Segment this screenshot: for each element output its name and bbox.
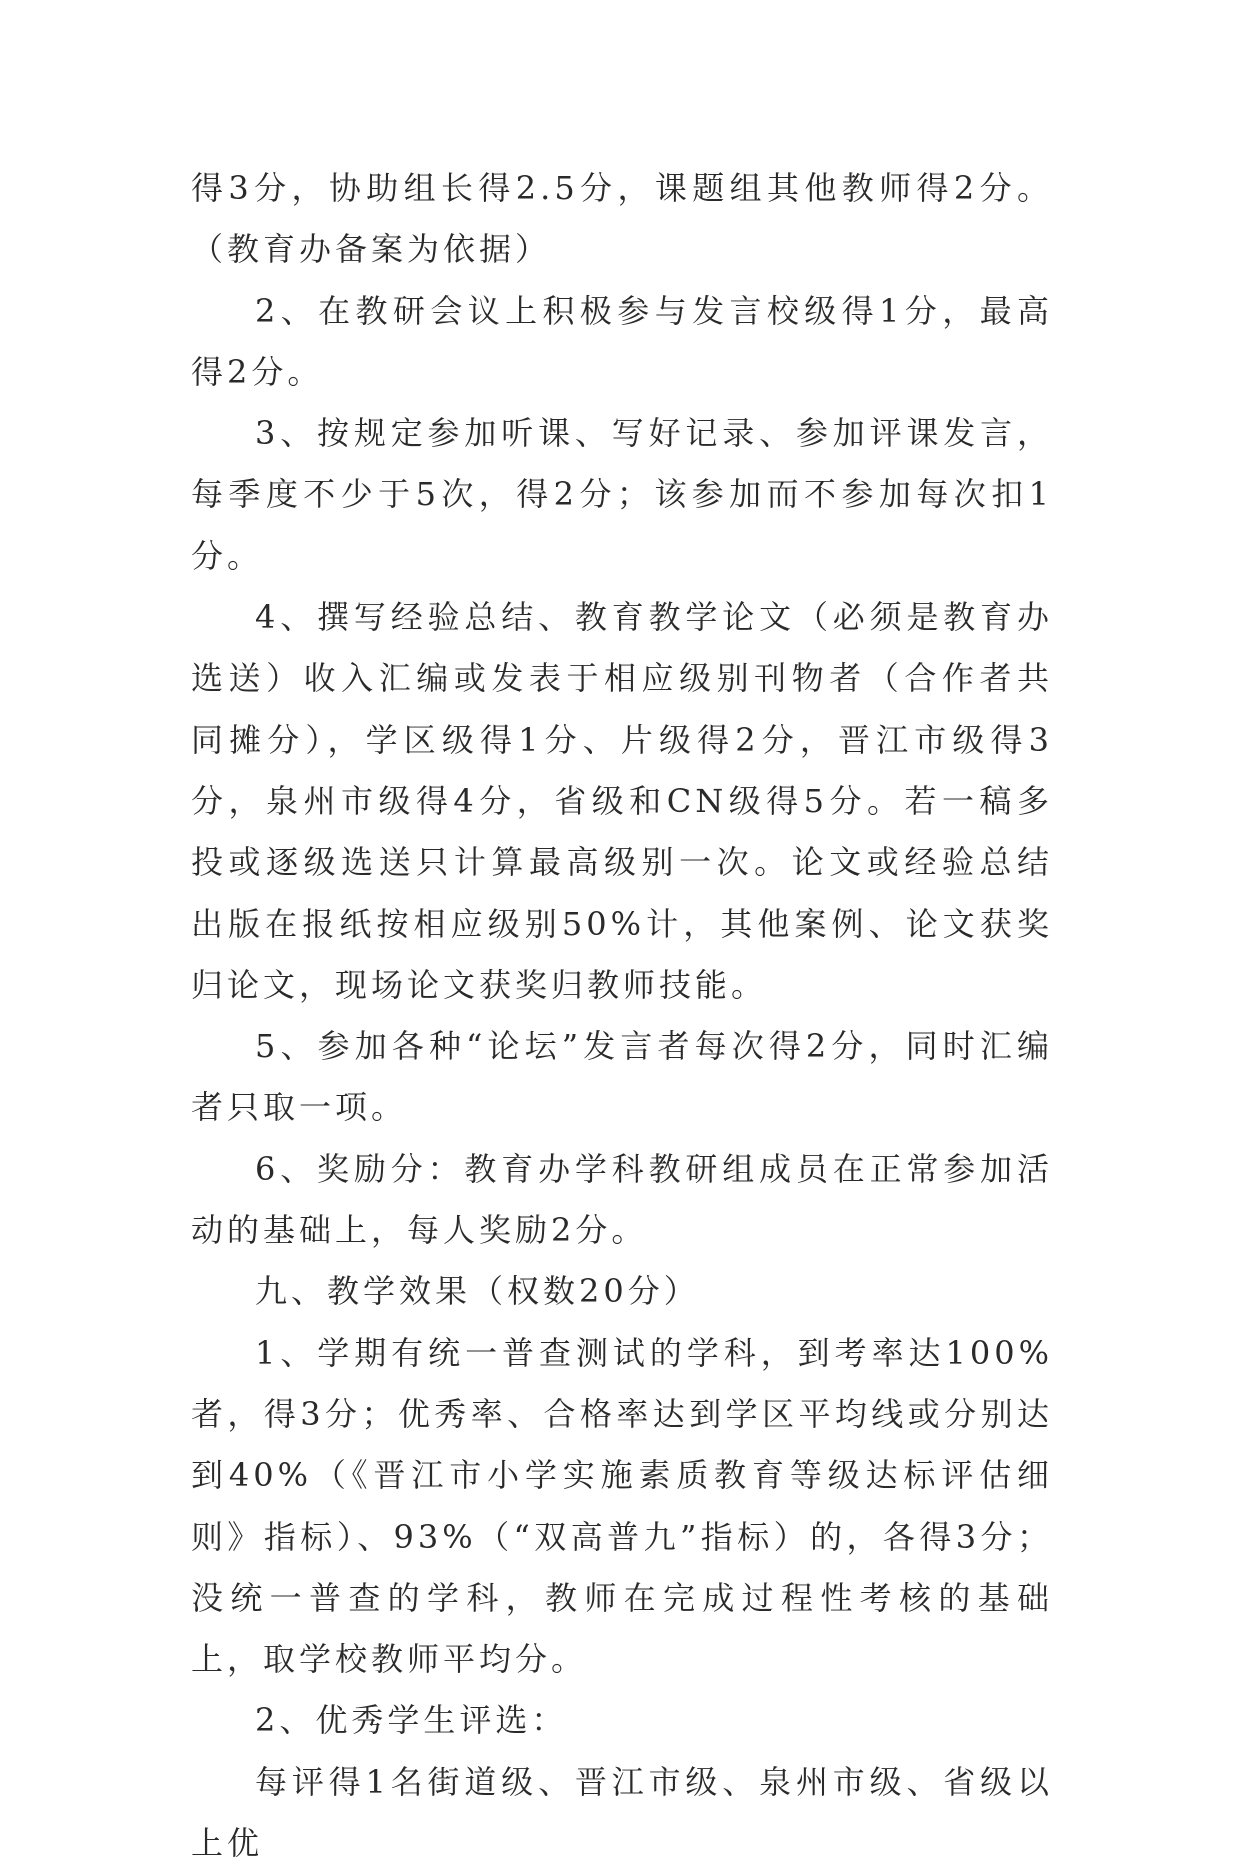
paragraph-7: 1、学期有统一普查测试的学科，到考率达100%者，得3分；优秀率、合格率达到学区平均线或分别达到40%（《晋江市小学实施素质教育等级达标评估细则》指标）、93%（“双高普九”指标）的，各得3分；没统一普查的学科，教师在完成过程性考核的基础上，取学校教师平均分。 [191, 1333, 1053, 1679]
paragraph-1: 得3分，协助组长得2.5分，课题组其他教师得2分。（教育办备案为依据） [191, 169, 1053, 269]
paragraph-2: 2、在教研会议上积极参与发言校级得1分，最高得2分。 [191, 291, 1053, 391]
paragraph-8: 2、优秀学生评选： [255, 1701, 568, 1740]
section-heading-teaching-effect: 九、教学效果（权数20分） [255, 1272, 700, 1311]
paragraph-6: 6、奖励分：教育办学科教研组成员在正常参加活动的基础上，每人奖励2分。 [191, 1149, 1053, 1250]
document-body [191, 158, 1053, 1874]
paragraph-9: 每评得1名街道级、晋江市级、泉州市级、省级以上优 [191, 1762, 1053, 1863]
paragraph-5: 5、参加各种“论坛”发言者每次得2分，同时汇编者只取一项。 [191, 1027, 1053, 1127]
paragraph-4: 4、撰写经验总结、教育教学论文（必须是教育办选送）收入汇编或发表于相应级别刊物者（合作者共同摊分），学区级得1分、片级得2分，晋江市级得3分，泉州市级得4分，省级和CN级得5分。若一稿多投或逐级选送只计算最高级别一次。论文或经验总结出版在报纸按相应级别50%计，其他案例、论文获奖归论文，现场论文获奖归教师技能。 [191, 598, 1053, 1004]
paragraph-3: 3、按规定参加听课、写好记录、参加评课发言，每季度不少于5次，得2分；该参加而不参加每次扣1分。 [191, 414, 1053, 575]
